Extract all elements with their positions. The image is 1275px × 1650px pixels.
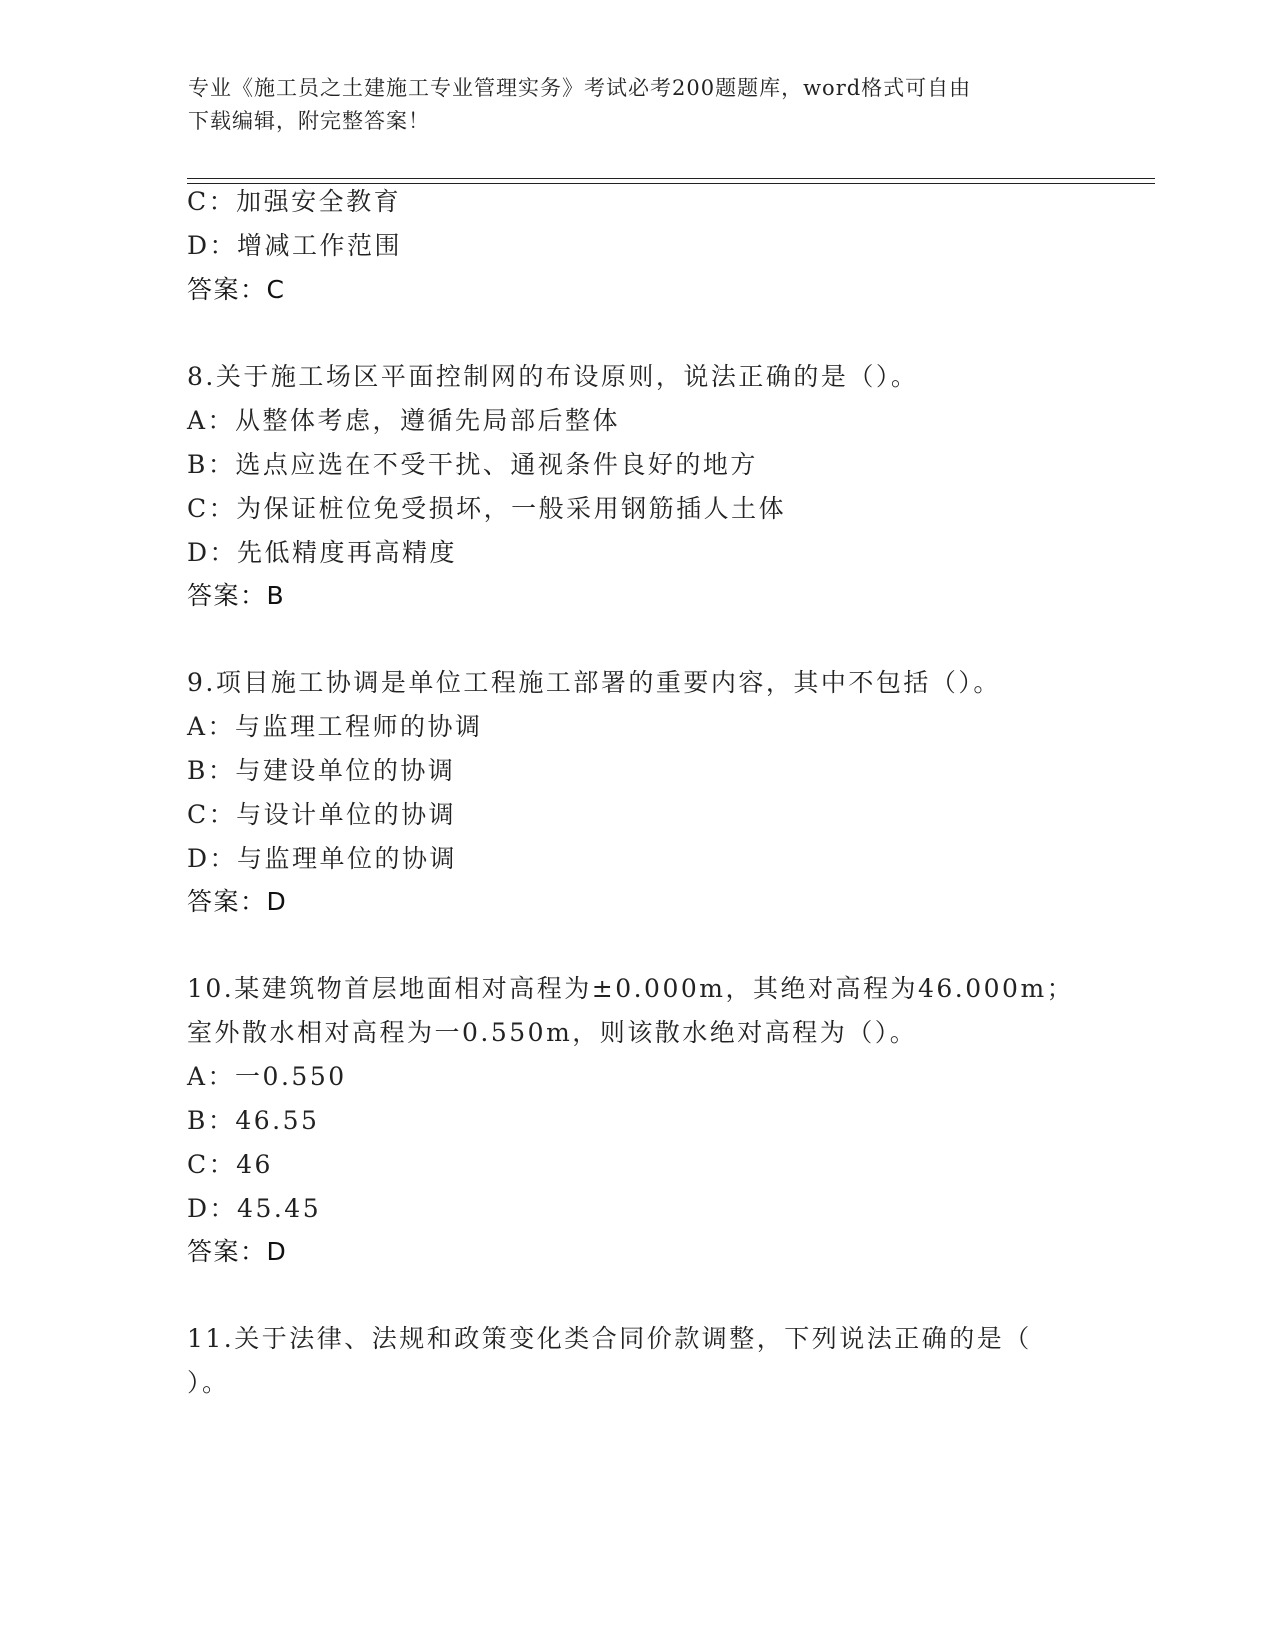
option-a: A：一0.550	[187, 1062, 347, 1091]
option-c: C：与设计单位的协调	[187, 800, 457, 829]
answer-line: 答案：D	[187, 1237, 288, 1266]
header-divider-top	[187, 178, 1155, 179]
question-stem-continued: ）。	[187, 1368, 230, 1397]
option-a: A：与监理工程师的协调	[187, 712, 483, 741]
option-d: D：与监理单位的协调	[187, 844, 458, 873]
question-stem: 9.项目施工协调是单位工程施工部署的重要内容，其中不包括（）。	[187, 668, 1001, 697]
answer-line: 答案：B	[187, 581, 286, 610]
option-a: A：从整体考虑，遵循先局部后整体	[187, 406, 621, 435]
question-stem: 10.某建筑物首层地面相对高程为±0.000m，其绝对高程为46.000m；	[187, 974, 1075, 1003]
question-stem: 8.关于施工场区平面控制网的布设原则，说法正确的是（）。	[187, 362, 919, 391]
option-b: B：与建设单位的协调	[187, 756, 456, 785]
option-d: D：45.45	[187, 1194, 322, 1223]
answer-line: 答案：C	[187, 275, 286, 304]
document-header	[188, 72, 1068, 138]
header-divider-bottom	[187, 183, 1155, 184]
question-stem-continued: 室外散水相对高程为一0.550m，则该散水绝对高程为（）。	[187, 1018, 918, 1047]
option-c: C：46	[187, 1150, 273, 1179]
header-line-2: 下载编辑，附完整答案！	[188, 109, 430, 133]
option-d: D：先低精度再高精度	[187, 538, 458, 567]
option-d: D：增减工作范围	[187, 231, 403, 260]
option-b: B：选点应选在不受干扰、通视条件良好的地方	[187, 450, 758, 479]
header-line-1: 专业《施工员之土建施工专业管理实务》考试必考200题题库，word格式可自由	[188, 76, 972, 100]
option-b: B：46.55	[187, 1106, 320, 1135]
question-stem: 11.关于法律、法规和政策变化类合同价款调整，下列说法正确的是（	[187, 1324, 1032, 1353]
option-c: C：为保证桩位免受损坏，一般采用钢筋插人土体	[187, 494, 787, 523]
answer-line: 答案：D	[187, 887, 288, 916]
option-c: C：加强安全教育	[187, 187, 402, 216]
